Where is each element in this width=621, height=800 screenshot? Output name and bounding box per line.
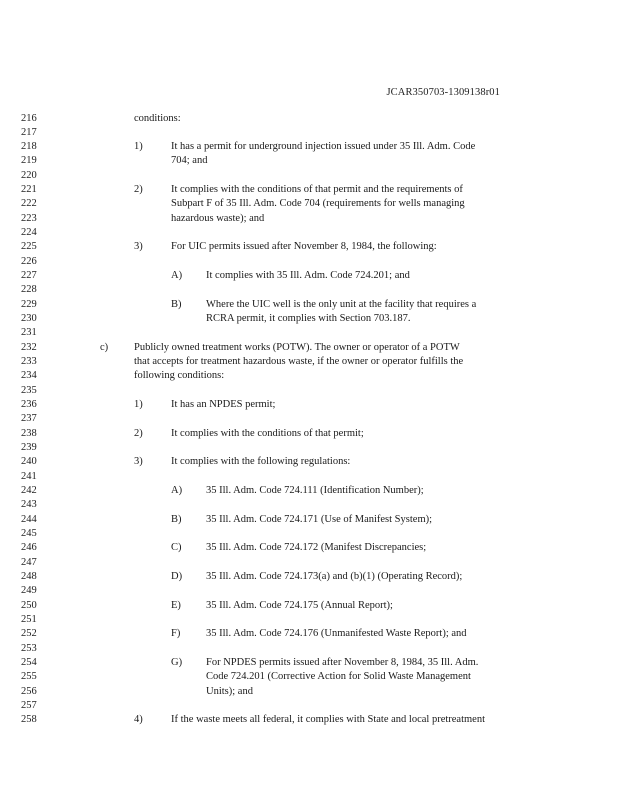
item-label: 3) <box>134 456 143 468</box>
text-line: If the waste meets all federal, it complies with State and local pretreatment <box>171 714 486 726</box>
line-number: 253 <box>21 642 37 654</box>
line-number: 231 <box>21 327 37 339</box>
text-line: Publicly owned treatment works (POTW). The owner or operator of a POTW <box>134 341 460 353</box>
item-label: D) <box>171 571 183 583</box>
item-label: 2) <box>134 427 143 439</box>
line-number: 243 <box>21 499 37 511</box>
text-line: It complies with 35 Ill. Adm. Code 724.201; and <box>206 270 410 282</box>
item-label: 2) <box>134 184 143 196</box>
item-label: 1) <box>134 141 143 153</box>
line-number: 240 <box>21 456 37 468</box>
line-number: 237 <box>21 413 37 425</box>
text-line: following conditions: <box>134 370 225 382</box>
text-line: 704; and <box>171 155 208 167</box>
line-number: 239 <box>21 442 37 454</box>
line-number: 250 <box>21 599 37 611</box>
line-number: 224 <box>21 227 37 239</box>
item-label: F) <box>171 628 181 640</box>
item-label: E) <box>171 599 181 611</box>
text-line: It complies with the conditions of that permit; <box>171 427 364 439</box>
line-number: 252 <box>21 628 37 640</box>
text-line: For NPDES permits issued after November 8, 1984, 35 Ill. Adm. <box>206 657 479 669</box>
item-label: G) <box>171 657 183 669</box>
line-number: 225 <box>21 241 37 253</box>
line-number: 234 <box>21 370 37 382</box>
text-line: It complies with the following regulations: <box>171 456 351 468</box>
text-line: 35 Ill. Adm. Code 724.111 (Identification Number); <box>206 485 424 497</box>
item-label: 3) <box>134 241 143 253</box>
line-number: 230 <box>21 313 37 325</box>
line-number: 249 <box>21 585 37 597</box>
item-label: B) <box>171 513 182 525</box>
line-number: 255 <box>21 671 37 683</box>
line-number: 227 <box>21 270 37 282</box>
document-id: JCAR350703-1309138r01 <box>386 87 500 98</box>
line-number: 254 <box>21 657 37 669</box>
text-line: Subpart F of 35 Ill. Adm. Code 704 (requirements for wells managing <box>171 198 465 210</box>
text-line: For UIC permits issued after November 8, 1984, the following: <box>171 241 437 253</box>
item-label: C) <box>171 542 182 554</box>
line-number: 220 <box>21 169 37 181</box>
line-number: 219 <box>21 155 37 167</box>
line-number: 229 <box>21 298 37 310</box>
text-line: that accepts for treatment hazardous waste, if the owner or operator fulfills the <box>134 356 464 368</box>
line-number: 216 <box>21 112 37 124</box>
item-label: B) <box>171 298 182 310</box>
text-line: Where the UIC well is the only unit at the facility that requires a <box>206 298 477 310</box>
text-line: conditions: <box>134 112 181 124</box>
item-label: 1) <box>134 399 143 411</box>
line-number: 258 <box>21 714 37 726</box>
item-label: A) <box>171 270 183 282</box>
text-line: 35 Ill. Adm. Code 724.171 (Use of Manifest System); <box>206 513 433 525</box>
line-number: 256 <box>21 685 37 697</box>
item-label: c) <box>100 341 109 353</box>
item-label: 4) <box>134 714 143 726</box>
text-line: hazardous waste); and <box>171 212 265 224</box>
text-line: It complies with the conditions of that permit and the requirements of <box>171 184 463 196</box>
line-number: 232 <box>21 341 37 353</box>
text-line: RCRA permit, it complies with Section 703.187. <box>206 313 411 325</box>
line-number: 218 <box>21 141 37 153</box>
text-line: Units); and <box>206 685 253 697</box>
line-number: 257 <box>21 700 37 712</box>
line-number: 236 <box>21 399 37 411</box>
line-number: 242 <box>21 485 37 497</box>
line-number: 223 <box>21 212 37 224</box>
text-line: It has an NPDES permit; <box>171 399 276 411</box>
line-number: 226 <box>21 255 37 267</box>
line-number: 222 <box>21 198 37 210</box>
line-number: 248 <box>21 571 37 583</box>
line-number: 233 <box>21 356 37 368</box>
line-number: 251 <box>21 614 37 626</box>
line-number: 246 <box>21 542 37 554</box>
line-number: 228 <box>21 284 37 296</box>
line-number: 241 <box>21 470 37 482</box>
line-number: 217 <box>21 126 37 138</box>
line-number: 221 <box>21 184 37 196</box>
item-label: A) <box>171 485 183 497</box>
line-number: 245 <box>21 528 37 540</box>
text-line: 35 Ill. Adm. Code 724.173(a) and (b)(1) (Operating Record); <box>206 571 463 583</box>
text-line: 35 Ill. Adm. Code 724.175 (Annual Report); <box>206 599 393 611</box>
text-line: 35 Ill. Adm. Code 724.176 (Unmanifested Waste Report); and <box>206 628 467 640</box>
line-number: 244 <box>21 513 37 525</box>
line-number: 247 <box>21 556 37 568</box>
line-number: 238 <box>21 427 37 439</box>
text-line: 35 Ill. Adm. Code 724.172 (Manifest Discrepancies; <box>206 542 427 554</box>
text-line: It has a permit for underground injection issued under 35 Ill. Adm. Code <box>171 141 476 153</box>
line-number: 235 <box>21 384 37 396</box>
text-line: Code 724.201 (Corrective Action for Solid Waste Management <box>206 671 471 683</box>
